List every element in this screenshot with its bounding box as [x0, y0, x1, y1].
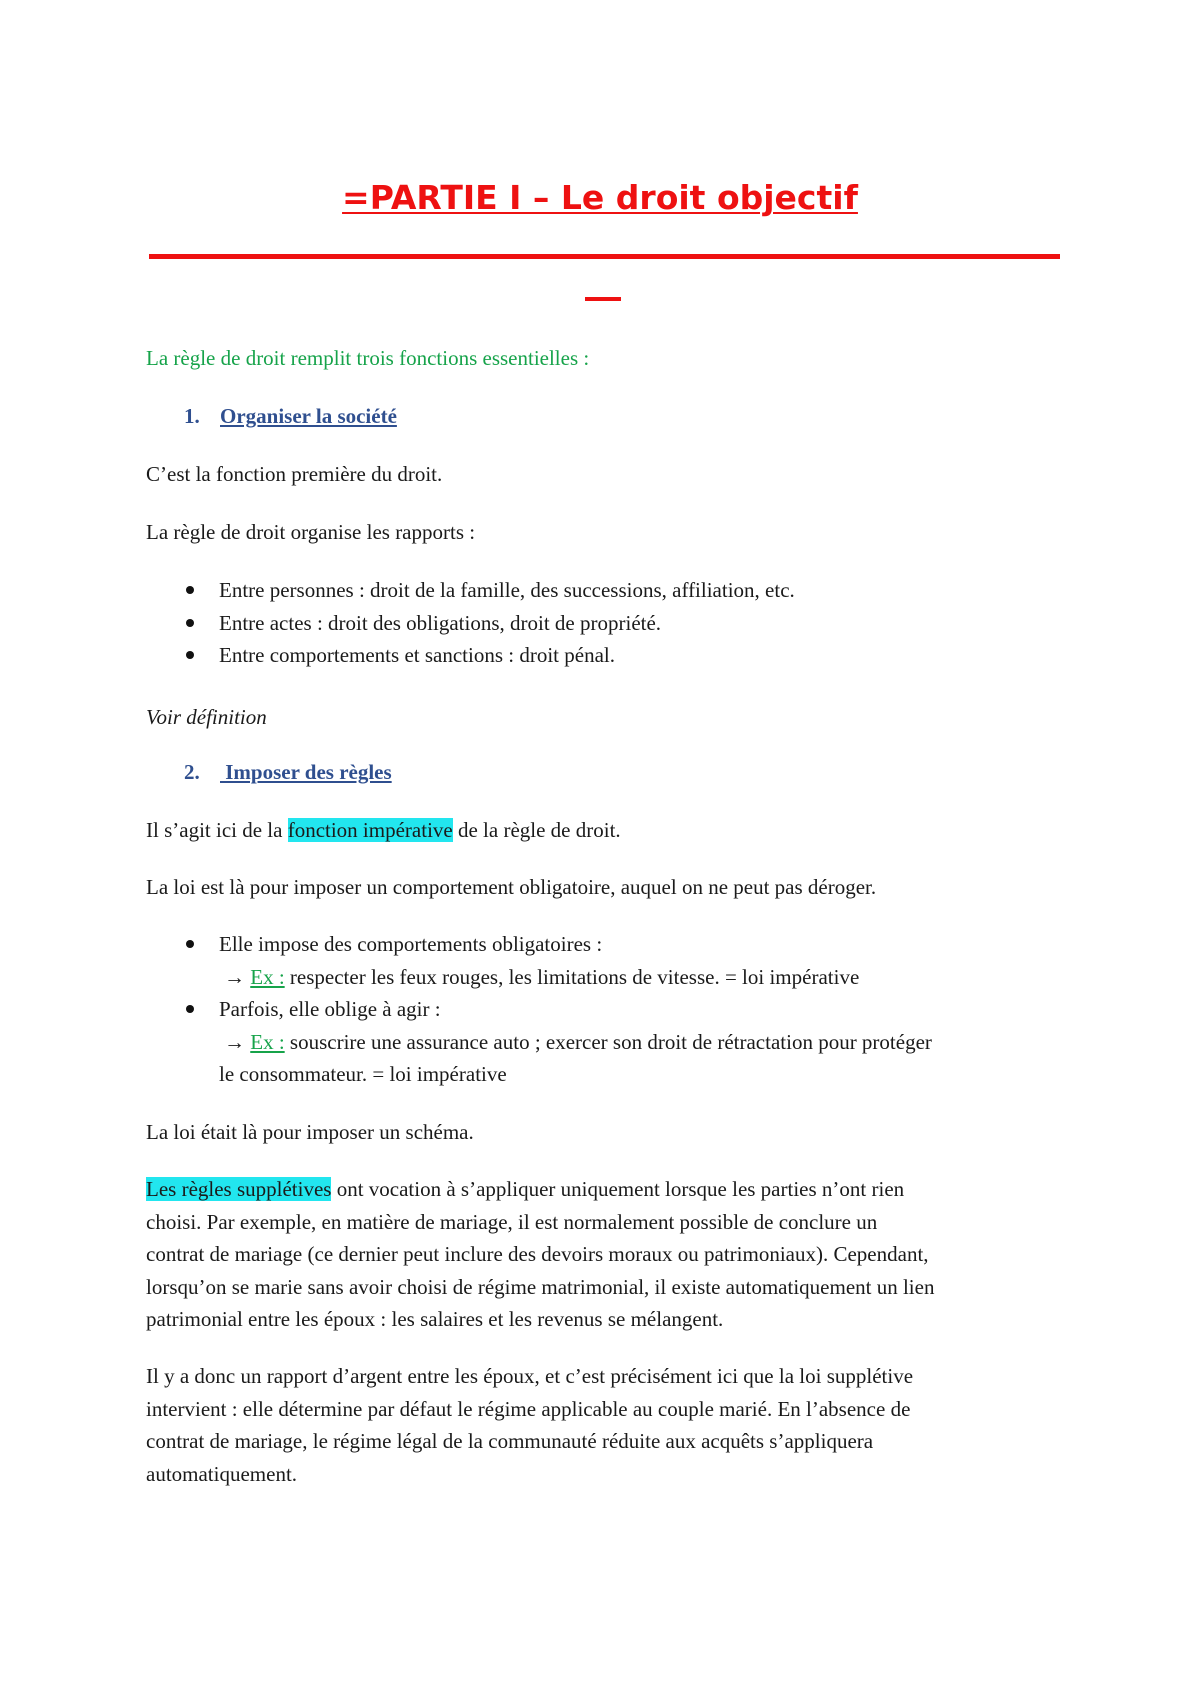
- paragraph-regles-suppletives: [146, 1173, 1076, 1336]
- bullet-icon: [186, 586, 194, 594]
- page-title: =PARTIE I – Le droit objectif: [342, 178, 858, 217]
- bullet-icon: [186, 651, 194, 659]
- bullet-icon: [186, 940, 194, 948]
- text-run: de la règle de droit.: [452, 818, 621, 842]
- example-label: Ex :: [250, 964, 285, 989]
- paragraph: La loi était là pour imposer un schéma.: [146, 1120, 474, 1144]
- title-underline-rule: [149, 254, 1060, 259]
- paragraph-rapport-argent: [146, 1360, 1076, 1490]
- paragraph-line: Il y a donc un rapport d’argent entre les époux, et c’est précisément ici que la loi supplétive: [146, 1364, 914, 1388]
- paragraph-line: contrat de mariage, le régime légal de la communauté réduite aux acquêts s’appliquera: [146, 1429, 874, 1453]
- list-item: [146, 993, 932, 1091]
- list-item: [146, 574, 795, 607]
- list-item: [146, 639, 795, 672]
- example-line: [219, 1026, 932, 1059]
- paragraph-line: choisi. Par exemple, en matière de mariage, il est normalement possible de conclure un: [146, 1209, 878, 1234]
- list-item: [146, 928, 932, 993]
- list-item-text: Entre comportements et sanctions : droit pénal.: [219, 643, 615, 667]
- section-heading-organiser: [184, 400, 397, 432]
- list-item: [146, 607, 795, 640]
- paragraph-line: intervient : elle détermine par défaut le régime applicable au couple marié. En l’absence de: [146, 1396, 911, 1421]
- text-run: Il s’agit ici de la: [146, 818, 288, 842]
- paragraph-line: patrimonial entre les époux : les salaires et les revenus se mélangent.: [146, 1307, 724, 1331]
- bullet-icon: [186, 1005, 194, 1013]
- paragraph-line: contrat de mariage (ce dernier peut inclure des devoirs moraux ou patrimoniaux). Cependant,: [146, 1242, 929, 1266]
- bullet-list: [146, 574, 795, 672]
- example-text-continued: le consommateur. = loi impérative: [219, 1062, 507, 1086]
- text-run: ont vocation à s’appliquer uniquement lorsque les parties n’ont rien: [331, 1177, 905, 1201]
- highlighted-term: fonction impérative: [287, 818, 453, 842]
- paragraph-line: automatiquement.: [146, 1461, 298, 1486]
- example-label: Ex :: [250, 1029, 285, 1054]
- bullet-list: [146, 928, 932, 1091]
- section-heading-text: Organiser la société: [220, 404, 397, 428]
- paragraph-line: [146, 1173, 1076, 1206]
- paragraph-line: lorsqu’on se marie sans avoir choisi de régime matrimonial, il existe automatiquement un lien: [146, 1274, 935, 1299]
- intro-text: La règle de droit remplit trois fonctions essentielles :: [146, 346, 590, 370]
- example-text: souscrire une assurance auto ; exercer son droit de rétractation pour protéger: [284, 1029, 932, 1054]
- highlighted-term: Les règles supplétives: [146, 1177, 332, 1201]
- example-text: respecter les feux rouges, les limitations de vitesse. = loi impérative: [284, 964, 860, 989]
- list-item-text: Elle impose des comportements obligatoires :: [219, 932, 603, 956]
- list-item-text: Parfois, elle oblige à agir :: [219, 997, 441, 1021]
- list-item-text: Entre actes : droit des obligations, droit de propriété.: [219, 610, 662, 635]
- paragraph: [146, 814, 621, 846]
- section-number: 2.: [184, 760, 200, 784]
- list-item-text: Entre personnes : droit de la famille, des successions, affiliation, etc.: [219, 578, 795, 602]
- section-heading-text: Imposer des règles: [220, 760, 392, 784]
- italic-note: Voir définition: [146, 705, 267, 729]
- arrow-right-icon: →: [224, 964, 245, 989]
- title-underline-rule-tail: [585, 297, 621, 301]
- paragraph: La loi est là pour imposer un comportement obligatoire, auquel on ne peut pas déroger.: [146, 875, 877, 899]
- section-heading-imposer: [184, 756, 392, 788]
- bullet-icon: [186, 619, 194, 627]
- example-line: [219, 961, 932, 994]
- paragraph: C’est la fonction première du droit.: [146, 462, 443, 486]
- arrow-right-icon: →: [224, 1029, 245, 1054]
- section-number: 1.: [184, 404, 200, 428]
- paragraph: La règle de droit organise les rapports :: [146, 520, 476, 544]
